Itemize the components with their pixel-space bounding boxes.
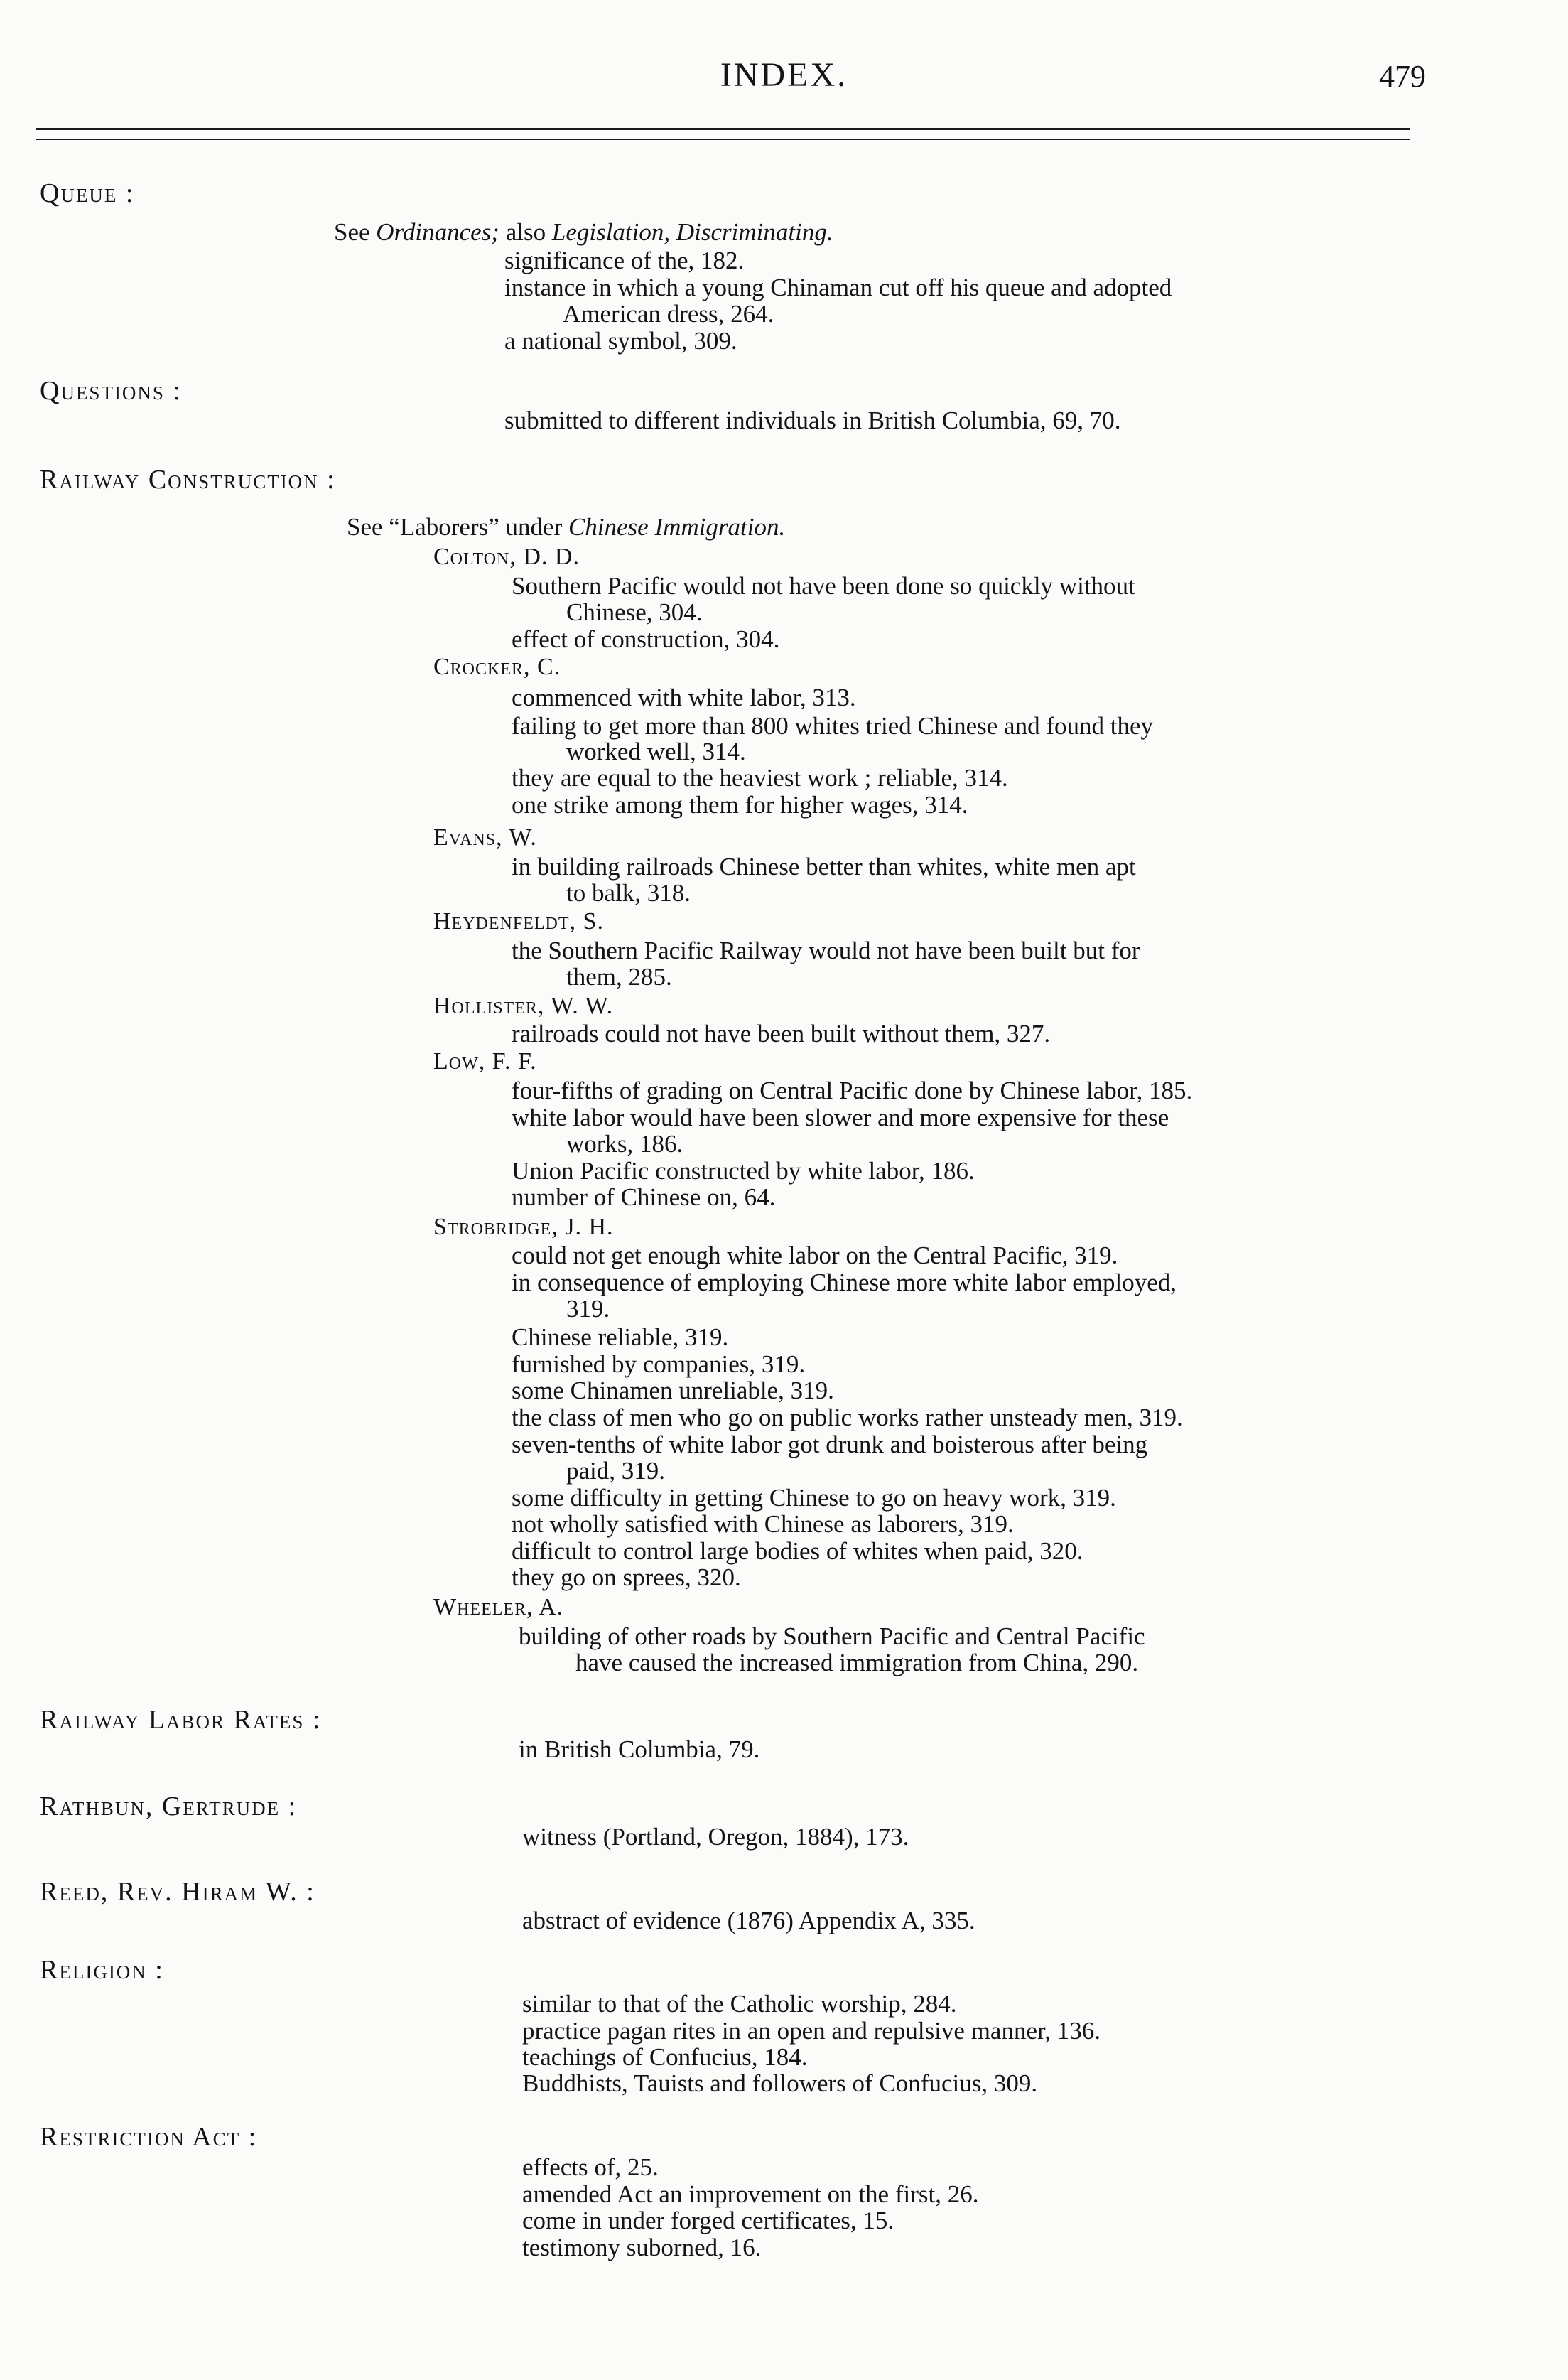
index-line: furnished by companies, 319.: [512, 1350, 806, 1378]
index-line: effect of construction, 304.: [512, 625, 780, 653]
index-line: Union Pacific constructed by white labor, 186.: [512, 1157, 975, 1185]
index-line: not wholly satisfied with Chinese as laborers, 319.: [512, 1510, 1014, 1538]
heading-reed: Reed, Rev. Hiram W. :: [40, 1877, 315, 1907]
heading-railway-labor-rates: Railway Labor Rates :: [40, 1705, 322, 1735]
index-line: effects of, 25.: [522, 2153, 659, 2181]
index-line: teachings of Confucius, 184.: [522, 2043, 808, 2071]
heading-queue: Queue :: [40, 178, 135, 208]
header-rule-thin: [36, 139, 1410, 140]
witness-name: Colton, D. D.: [433, 544, 580, 570]
index-line: abstract of evidence (1876) Appendix A, 335.: [522, 1907, 975, 1934]
index-line: commenced with white labor, 313.: [512, 684, 856, 711]
index-line: the class of men who go on public works rather unsteady men, 319.: [512, 1404, 1183, 1431]
index-line: testimony suborned, 16.: [522, 2234, 762, 2261]
page-number: 479: [1379, 59, 1426, 94]
witness-name: Wheeler, A.: [433, 1594, 564, 1620]
index-line: American dress, 264.: [563, 300, 774, 328]
witness-name: Strobridge, J. H.: [433, 1214, 614, 1240]
index-line: instance in which a young Chinaman cut off his queue and adopted: [504, 274, 1172, 301]
index-line: similar to that of the Catholic worship, 284.: [522, 1990, 957, 2018]
index-line: them, 285.: [566, 963, 672, 991]
index-line: could not get enough white labor on the Central Pacific, 319.: [512, 1242, 1118, 1269]
index-line: in consequence of employing Chinese more white labor employed,: [512, 1269, 1177, 1296]
index-line: to balk, 318.: [566, 879, 691, 907]
see-reference-queue: See Ordinances; also Legislation, Discriminating.: [334, 218, 833, 246]
page-header: [0, 55, 1568, 105]
index-line: four-fifths of grading on Central Pacific done by Chinese labor, 185.: [512, 1077, 1193, 1104]
index-line: number of Chinese on, 64.: [512, 1183, 776, 1211]
index-line: 319.: [566, 1295, 610, 1323]
witness-name: Crocker, C.: [433, 654, 561, 680]
index-line: Southern Pacific would not have been done so quickly without: [512, 572, 1135, 600]
index-line: Chinese reliable, 319.: [512, 1323, 729, 1351]
index-line: one strike among them for higher wages, 314.: [512, 791, 968, 819]
index-line: failing to get more than 800 whites tried Chinese and found they: [512, 712, 1153, 740]
index-line: in British Columbia, 79.: [519, 1735, 760, 1763]
see-reference-railway: See “Laborers” under Chinese Immigration.: [347, 513, 786, 541]
witness-name: Hollister, W. W.: [433, 993, 614, 1019]
index-line: Buddhists, Tauists and followers of Confucius, 309.: [522, 2069, 1038, 2097]
index-line: the Southern Pacific Railway would not have been built but for: [512, 937, 1140, 964]
page-title: INDEX.: [720, 56, 848, 94]
index-line: some difficulty in getting Chinese to go on heavy work, 319.: [512, 1484, 1116, 1512]
index-line: works, 186.: [566, 1130, 683, 1158]
index-line: they are equal to the heaviest work ; reliable, 314.: [512, 764, 1008, 792]
index-line: railroads could not have been built without them, 327.: [512, 1020, 1051, 1048]
index-line: have caused the increased immigration from China, 290.: [575, 1649, 1139, 1676]
witness-name: Heydenfeldt, S.: [433, 908, 604, 935]
witness-name: Low, F. F.: [433, 1048, 537, 1075]
index-line: witness (Portland, Oregon, 1884), 173.: [522, 1823, 909, 1851]
index-line: difficult to control large bodies of whites when paid, 320.: [512, 1537, 1083, 1565]
index-line: Chinese, 304.: [566, 598, 703, 626]
heading-restriction-act: Restriction Act :: [40, 2122, 258, 2152]
index-line: seven-tenths of white labor got drunk and boisterous after being: [512, 1431, 1148, 1458]
header-rule-thick: [36, 128, 1410, 130]
index-line: come in under forged certificates, 15.: [522, 2207, 894, 2234]
heading-railway-construction: Railway Construction :: [40, 465, 336, 495]
index-line: a national symbol, 309.: [504, 327, 737, 355]
heading-rathbun: Rathbun, Gertrude :: [40, 1792, 298, 1821]
index-line: some Chinamen unreliable, 319.: [512, 1377, 834, 1404]
index-line: submitted to different individuals in British Columbia, 69, 70.: [504, 406, 1121, 434]
index-line: paid, 319.: [566, 1457, 666, 1485]
index-line: they go on sprees, 320.: [512, 1563, 741, 1591]
index-line: building of other roads by Southern Pacific and Central Pacific: [519, 1622, 1145, 1650]
index-line: in building railroads Chinese better than whites, white men apt: [512, 853, 1136, 881]
index-line: white labor would have been slower and more expensive for these: [512, 1104, 1169, 1131]
heading-religion: Religion :: [40, 1955, 164, 1985]
index-line: practice pagan rites in an open and repulsive manner, 136.: [522, 2017, 1101, 2045]
index-line: amended Act an improvement on the first, 26.: [522, 2180, 979, 2208]
index-line: significance of the, 182.: [504, 247, 745, 274]
heading-questions: Questions :: [40, 376, 183, 406]
index-line: worked well, 314.: [566, 738, 746, 765]
witness-name: Evans, W.: [433, 824, 537, 851]
